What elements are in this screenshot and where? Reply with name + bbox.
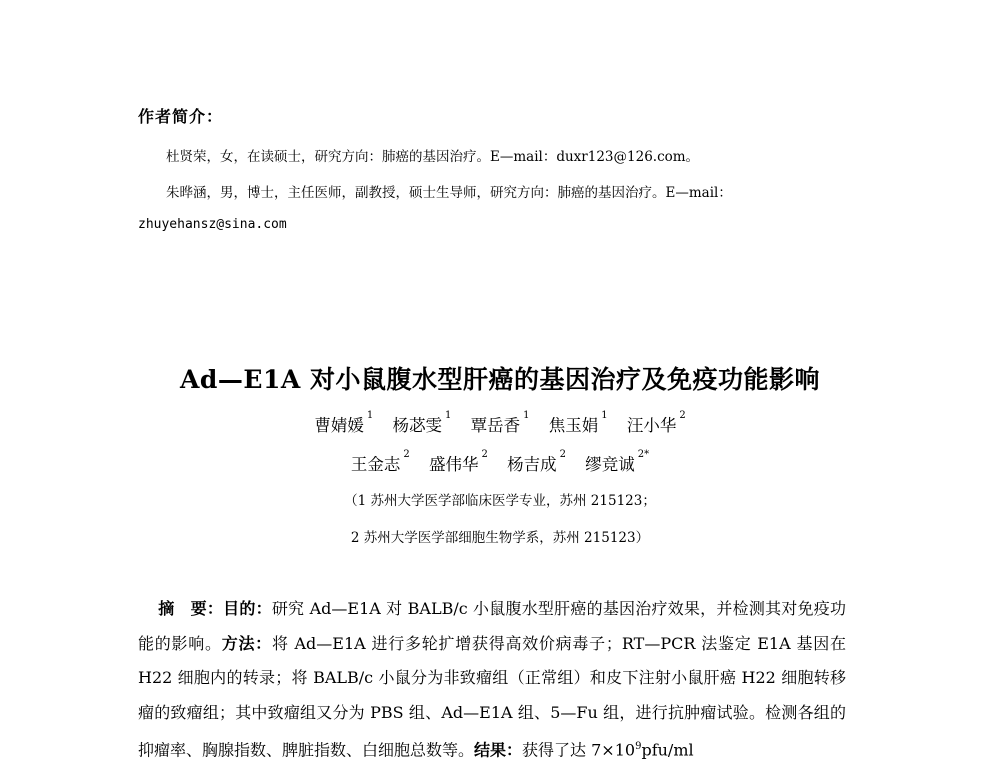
method-label: 方法： — [221, 633, 272, 653]
aim-label: 目的： — [223, 599, 272, 618]
author-name: 曹婧媛$^1$ — [314, 410, 374, 435]
affiliation-1: （1 苏州大学医学部临床医学专业，苏州 215123； — [344, 493, 656, 509]
method-text: 将 Ad—E1A 进行多轮扩增获得高效价病毒子；RT—PCR 法鉴定 E1A 基因在 H22 细胞内的转录；将 BALB/c 小鼠分为非致瘤组（正常组）和皮下注射小鼠肝癌 H22 细胞转移瘤的致瘤组；其中致瘤组又分为 PBS 组、Ad—E1A 组、5—Fu 组，进行抗肿瘤试验。检测各组的抑瘤率、胸腺指数、脾脏指数、白细胞总数等。 — [138, 633, 846, 760]
author-name: 覃岳香$^1$ — [470, 410, 530, 435]
abstract-body — [138, 592, 846, 768]
abstract-label: 摘 要： — [158, 599, 224, 618]
result-exponent: 9 — [635, 741, 642, 752]
result-tail: pfu/ml — [641, 740, 694, 760]
author-name: 汪小华$^2$ — [626, 410, 686, 435]
author-intro-line-1: 杜贤荣，女，在读硕士，研究方向：肺癌的基因治疗。E—mail：duxr123@126.com。 — [166, 149, 700, 165]
paper-title: Ad—E1A 对小鼠腹水型肝癌的基因治疗及免疫功能影响 — [180, 365, 820, 394]
author-name: 王金志$^2$ — [350, 449, 410, 474]
author-list-row-2 — [0, 451, 1000, 475]
author-intro-line-2: 朱晔涵，男，博士，主任医师，副教授，硕士生导师，研究方向：肺癌的基因治疗。E—mail： — [166, 185, 732, 201]
result-label: 结果： — [474, 740, 523, 760]
aim-text: 研究 Ad—E1A 对 BALB/c 小鼠腹水型肝癌的基因治疗效果，并检测其对免疫功能的影响。 — [138, 599, 846, 653]
author-name: 杨吉成$^2$ — [507, 449, 566, 474]
author-name: 缪竞诚$^{2*}$ — [585, 449, 650, 474]
result-text: 获得了达 7×10 — [522, 740, 636, 760]
affiliation-2: 2 苏州大学医学部细胞生物学系，苏州 215123） — [350, 530, 650, 546]
author-name: 杨苾雯$^1$ — [392, 410, 452, 435]
author-intro-email: zhuyehansz@sina.com — [138, 217, 287, 232]
author-name: 盛伟华$^2$ — [429, 449, 488, 474]
author-list-row-1 — [0, 412, 1000, 436]
author-intro-heading: 作者简介： — [138, 107, 224, 126]
author-name: 焦玉娟$^1$ — [548, 410, 608, 435]
